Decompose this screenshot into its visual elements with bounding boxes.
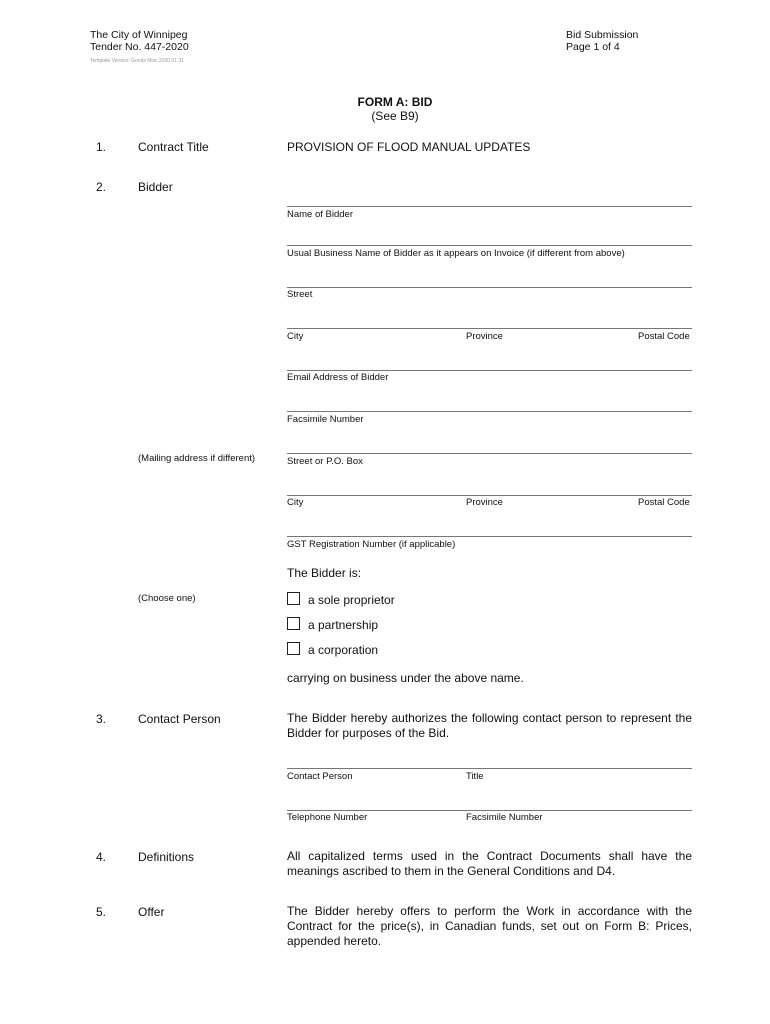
sole-proprietor-checkbox[interactable] <box>287 592 300 605</box>
mailing-postal-caption: Postal Code <box>638 497 690 508</box>
email-caption: Email Address of Bidder <box>287 372 389 383</box>
section-3-number: 3. <box>96 712 107 726</box>
contract-title-value: PROVISION OF FLOOD MANUAL UPDATES <box>287 140 531 154</box>
mailing-address-note: (Mailing address if different) <box>138 453 256 464</box>
postal-code-caption: Postal Code <box>638 331 690 342</box>
province-caption: Province <box>466 331 503 342</box>
section-1-number: 1. <box>96 140 107 154</box>
section-5-number: 5. <box>96 905 107 919</box>
gst-caption: GST Registration Number (if applicable) <box>287 539 456 550</box>
name-of-bidder-line[interactable] <box>287 206 692 207</box>
fax-line[interactable] <box>287 411 692 412</box>
bidder-is-label: The Bidder is: <box>287 566 362 580</box>
contact-title-caption: Title <box>466 771 484 782</box>
business-name-line[interactable] <box>287 245 692 246</box>
contact-person-caption: Contact Person <box>287 771 353 782</box>
contact-person-paragraph: The Bidder hereby authorizes the following contact person to represent the Bidder for purposes of the Bid. <box>287 711 692 740</box>
gst-line[interactable] <box>287 536 692 537</box>
offer-paragraph: The Bidder hereby offers to perform the Work in accordance with the Contract for the price(s), in Canadian funds, set out on Form B: Prices, appended hereto. <box>287 904 692 948</box>
contact-fax-caption: Facsimile Number <box>466 812 543 823</box>
contact-person-line[interactable] <box>287 768 692 769</box>
fax-caption: Facsimile Number <box>287 414 364 425</box>
carrying-on-text: carrying on business under the above name. <box>287 671 524 685</box>
header-city: The City of Winnipeg <box>90 29 188 41</box>
section-1-label: Contract Title <box>138 140 209 154</box>
street-line[interactable] <box>287 287 692 288</box>
city-caption: City <box>287 331 304 342</box>
section-4-label: Definitions <box>138 850 195 864</box>
header-page-number: Page 1 of 4 <box>566 41 620 53</box>
section-4-number: 4. <box>96 850 107 864</box>
street-caption: Street <box>287 289 313 300</box>
partnership-checkbox[interactable] <box>287 617 300 630</box>
email-line[interactable] <box>287 370 692 371</box>
choose-one-note: (Choose one) <box>138 593 196 604</box>
header-bid-submission: Bid Submission <box>566 29 639 41</box>
telephone-caption: Telephone Number <box>287 812 368 823</box>
partnership-label: a partnership <box>308 618 379 632</box>
form-title: FORM A: BID <box>357 95 433 109</box>
mailing-city-line[interactable] <box>287 495 692 496</box>
template-version-note: Template Version: Goods Misc 2020 01 31 <box>90 58 184 64</box>
mailing-street-line[interactable] <box>287 453 692 454</box>
mailing-street-caption: Street or P.O. Box <box>287 456 363 467</box>
definitions-paragraph: All capitalized terms used in the Contract Documents shall have the meanings ascribed to them in the General Conditions and D4. <box>287 849 692 878</box>
corporation-checkbox[interactable] <box>287 642 300 655</box>
sole-proprietor-label: a sole proprietor <box>308 593 395 607</box>
corporation-label: a corporation <box>308 643 379 657</box>
mailing-city-caption: City <box>287 497 304 508</box>
mailing-province-caption: Province <box>466 497 503 508</box>
section-2-number: 2. <box>96 180 107 194</box>
section-2-label: Bidder <box>138 180 173 194</box>
city-province-postal-line[interactable] <box>287 328 692 329</box>
business-name-caption: Usual Business Name of Bidder as it appears on Invoice (if different from above) <box>287 248 625 259</box>
section-3-label: Contact Person <box>138 712 221 726</box>
name-of-bidder-caption: Name of Bidder <box>287 209 354 220</box>
telephone-line[interactable] <box>287 810 692 811</box>
header-tender-number: Tender No. 447-2020 <box>90 41 189 53</box>
form-subtitle: (See B9) <box>371 109 419 123</box>
section-5-label: Offer <box>138 905 165 919</box>
